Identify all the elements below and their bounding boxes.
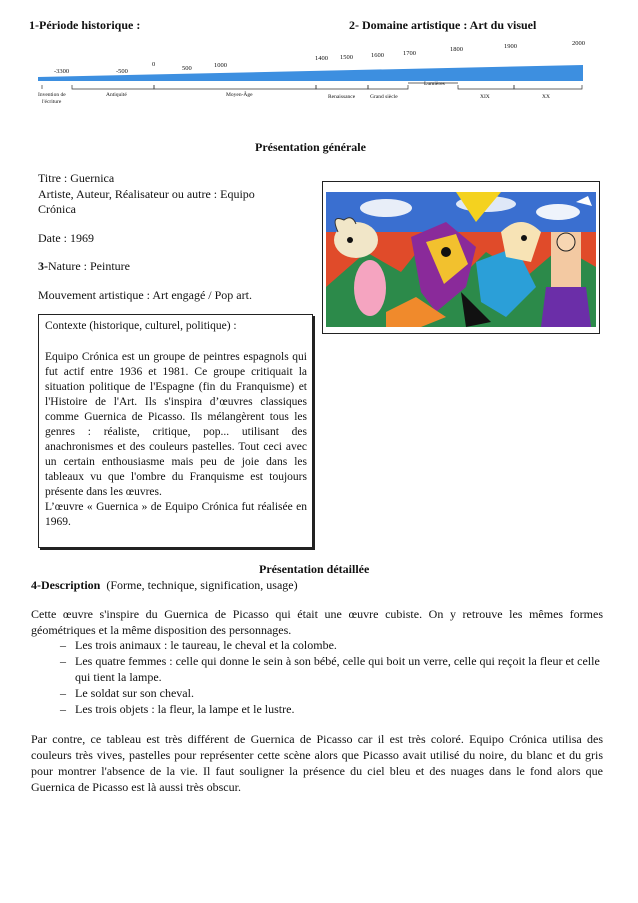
nature-line [38,258,130,274]
period-label: Grand siècle [370,94,398,100]
nature-text: Nature : Peinture [48,259,130,273]
description-intro: Cette œuvre s'inspire du Guernica de Picasso qui était une œuvre cubiste. On y retrouve les mêmes formes géométriques et la même disposition des personnages. [31,607,603,637]
context-label: Contexte (historique, culturel, politique) : [45,320,237,332]
year-label: 1600 [371,52,384,59]
context-paragraph-2: L’œuvre « Guernica » de Equipo Crónica fut réalisée en 1969. [45,501,307,528]
period-label: l'écriture [42,99,62,105]
period-label: Antiquité [106,92,127,98]
artist-line: Artiste, Auteur, Réalisateur ou autre : Equipo [38,187,255,201]
year-label: -3300 [54,68,70,75]
year-label: 1800 [450,46,463,53]
date-line: Date : 1969 [38,231,94,245]
description-heading [31,577,298,593]
list-item-text: Le soldat sur son cheval. [75,686,194,700]
year-label: 1000 [214,62,227,69]
description-number: 4-Description [31,578,101,592]
context-box [38,314,313,548]
timeline-periods [38,81,550,105]
period-label: Invention de [38,92,66,98]
list-item: – Les trois animaux : le taureau, le cheval et la colombe. [60,638,337,652]
domain-heading: 2- Domaine artistique : Art du visuel [349,18,537,32]
year-label: 500 [182,65,192,72]
year-label: 0 [152,61,156,68]
list-item-text: Les quatre femmes : celle qui donne le sein à son bébé, celle qui boit un verre, celle qui reçoit la fleur et celle qui tient la lampe. [75,654,600,684]
period-label: Renaissance [328,94,356,100]
historical-timeline [28,33,594,123]
list-item: – Les quatre femmes : celle qui donne le sein à son bébé, celle qui boit un verre, celle qui reçoit la fleur et celle qui tient la lampe. [60,654,600,684]
year-label: 1500 [340,54,353,61]
title-line: Titre : Guernica [38,171,115,185]
period-label: Lumières [424,81,445,87]
period-label: XX [542,94,550,100]
list-item: – Le soldat sur son cheval. [60,686,194,700]
description-list [31,637,603,717]
artist-line-cont: Crónica [38,202,76,216]
nature-number: 3- [38,259,48,273]
timeline-graphic [28,33,594,123]
year-label: 2000 [572,40,585,47]
section-heading-general: Présentation générale [255,140,366,154]
list-item: – Les trois objets : la fleur, la lampe et le lustre. [60,702,295,716]
period-label: XIX [480,94,490,100]
period-heading: 1-Période historique : [29,18,141,32]
year-label: 1400 [315,55,328,62]
period-label: Moyen-Âge [226,92,253,98]
list-item-text: Les trois animaux : le taureau, le cheval et la colombe. [75,638,337,652]
context-paragraph: Equipo Crónica est un groupe de peintres espagnols qui fut actif entre 1936 et 1981. Ce groupe critiquait la situation politique de l'Espagne (fin du Franquisme) et l'Histoire de l'Art. Ils s'inspira d’œuvres classiques comme Guernica de Picasso. Ils mélangèrent tous les genres : réaliste, critique, pop... utilisant des anachronismes et des couleurs pastelles. Tout ceci avec un certain enthousiasme mais peu de joie dans les tableaux vu que l'ombre du Franquisme est toujours présente dans les œuvres. [45,351,307,498]
description-conclusion: Par contre, ce tableau est très différent de Guernica de Picasso car il est très coloré. Equipo Crónica utilisa des couleurs très vives, pastelles pour représenter cette scène alors que Picasso avait utilisé du noire, du blanc et du gris pour montrer l'absence de la vie. Il faut souligner la présence du ciel bleu et des nuages dans le fond alors que Guernica de Picasso est là aussi très obscur. [31,732,603,794]
year-label: -500 [116,68,128,75]
year-label: 1900 [504,43,517,50]
description-subtitle: (Forme, technique, signification, usage) [106,578,298,592]
section-heading-detailed: Présentation détaillée [259,562,370,576]
movement-line: Mouvement artistique : Art engagé / Pop art. [38,288,252,302]
artwork-image [326,192,596,327]
list-item-text: Les trois objets : la fleur, la lampe et le lustre. [75,702,295,716]
year-label: 1700 [403,50,416,57]
artwork-frame [322,181,600,334]
